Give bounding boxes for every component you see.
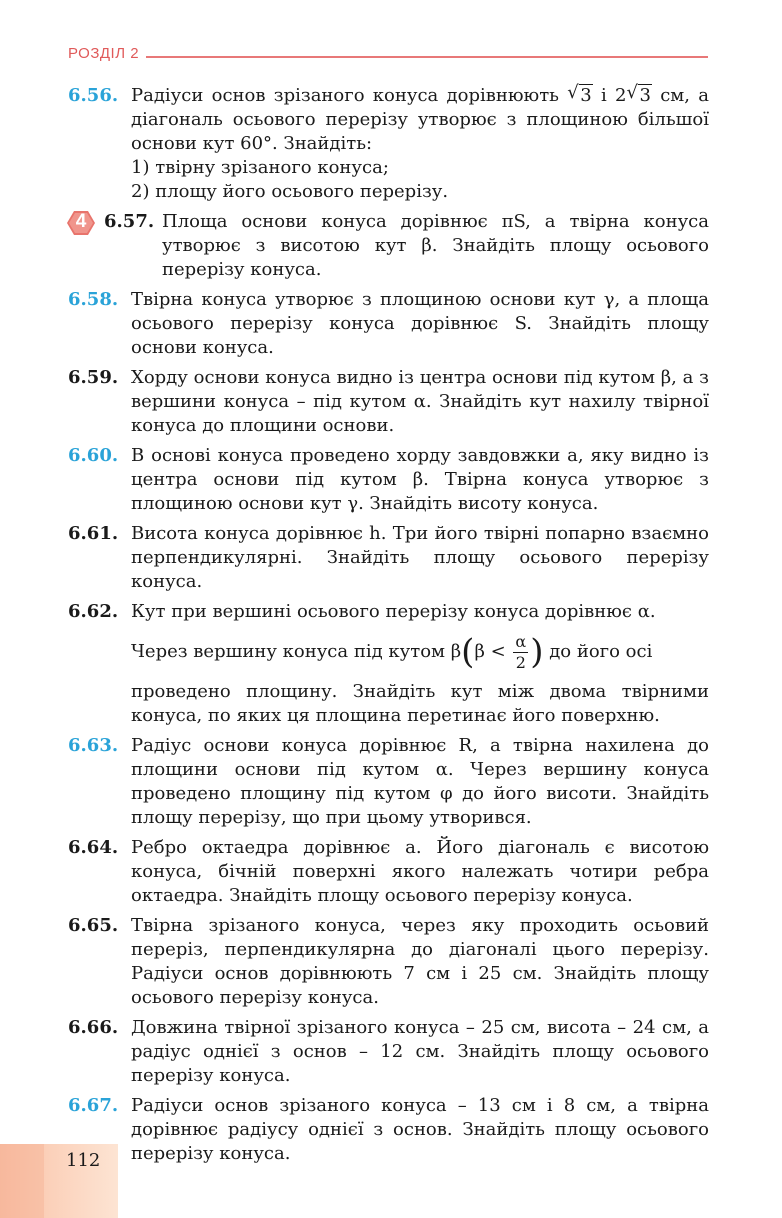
page-number: 112 [66,1150,101,1171]
problem-text: Радіуси основ зрізаного конуса дорівнюють √ 3 і 2 √ 3 см, а діагональ осьового перерізу утворює з площиною більшої основи кут 60°. Знайдіть: 1) твірну зрізаного конуса; 2) площу його осьового перерізу. [131,82,709,202]
problem-number: 6.65. [68,915,119,936]
problem-6-66 [0,1016,782,1088]
problem-text: Радіуси основ зрізаного конуса – 13 см і 8 см, а твірна дорівнює радіусу однієї з основ. Знайдіть площу осьового перерізу конуса. [131,1095,709,1164]
problem-number: 6.56. [68,85,119,106]
problem-number: 6.62. [68,601,119,622]
problem-text: Твірна зрізаного конуса, через яку проходить осьовий переріз, перпендикулярна до діагоналі цього перерізу. Радіуси основ дорівнюють 7 см і 25 см. Знайдіть площу осьового перерізу конуса. [131,915,709,1008]
problem-text: Ребро октаедра дорівнює a. Його діагональ є висотою конуса, бічній поверхні якого належать чотири ребра октаедра. Знайдіть площу осьового перерізу конуса. [131,837,709,906]
problem-number: 6.57. [104,211,155,232]
badge-level: 4 [75,211,87,232]
problem-6-57 [0,210,782,282]
fraction: $\frac{\alpha}{2}$ [515,631,527,672]
problem-6-61 [0,522,782,594]
page-number-accent [0,1144,44,1218]
problem-number: 6.61. [68,523,119,544]
problem-text: В основі конуса проведено хорду завдовжки a, яку видно із центра основи під кутом β. Твірна конуса утворює з площиною основи кут γ. Знайдіть висоту конуса. [131,445,709,514]
sqrt-expression: √ 3 [626,82,651,106]
sub-item: 2) площу його осьового перерізу. [131,181,449,202]
problem-text: Хорду основи конуса видно із центра основи під кутом β, а з вершини конуса – під кутом α. Знайдіть кут нахилу твірної конуса до площини основи. [131,367,709,436]
problem-6-59 [0,366,782,438]
problem-text: Кут при вершині осьового перерізу конуса дорівнює α. Через вершину конуса під кутом β(β < $\frac{\alpha}{2}$ ) до його осі проведено площину. Знайдіть кут між двома твірними конуса, по яких ця площина перетинає його поверхню. [131,601,709,726]
problem-text: Довжина твірної зрізаного конуса – 25 см, висота – 24 см, а радіус однієї з основ – 12 см. Знайдіть площу осьового перерізу конуса. [131,1017,709,1086]
problem-text: Твірна конуса утворює з площиною основи кут γ, а площа осьового перерізу конуса дорівнює S. Знайдіть площу основи конуса. [131,289,709,358]
sqrt-expression: √ 3 [567,82,592,106]
problem-number: 6.64. [68,837,119,858]
problem-6-60 [0,444,782,516]
running-header [68,44,708,66]
formula-line: Через вершину конуса під кутом β(β < $\frac{\alpha}{2}$ ) до його осі [131,631,653,672]
problem-text: Висота конуса дорівнює h. Три його твірні попарно взаємно перпендикулярні. Знайдіть площу осьового перерізу конуса. [131,523,709,592]
problem-number: 6.60. [68,445,119,466]
problem-number: 6.58. [68,289,119,310]
problem-6-64 [0,836,782,908]
problem-6-62 [0,600,782,728]
problem-6-56 [0,84,782,204]
problem-6-63 [0,734,782,830]
section-label: РОЗДІЛ 2 [68,45,140,62]
problem-number: 6.59. [68,367,119,388]
problem-6-58 [0,288,782,360]
problem-text: Радіус основи конуса дорівнює R, а твірна нахилена до площини основи під кутом α. Через вершину конуса проведено площину під кутом φ до його висоти. Знайдіть площу перерізу, що при цьому утворився. [131,735,709,828]
problem-number: 6.67. [68,1095,119,1116]
problem-number: 6.63. [68,735,119,756]
header-rule [146,56,708,58]
problem-number: 6.66. [68,1017,119,1038]
problem-list [0,84,782,1172]
problem-6-65 [0,914,782,1010]
sub-item: 1) твірну зрізаного конуса; [131,157,389,178]
problem-text: Площа основи конуса дорівнює πS, а твірна конуса утворює з висотою кут β. Знайдіть площу осьового перерізу конуса. [162,211,709,280]
difficulty-badge [66,210,96,236]
